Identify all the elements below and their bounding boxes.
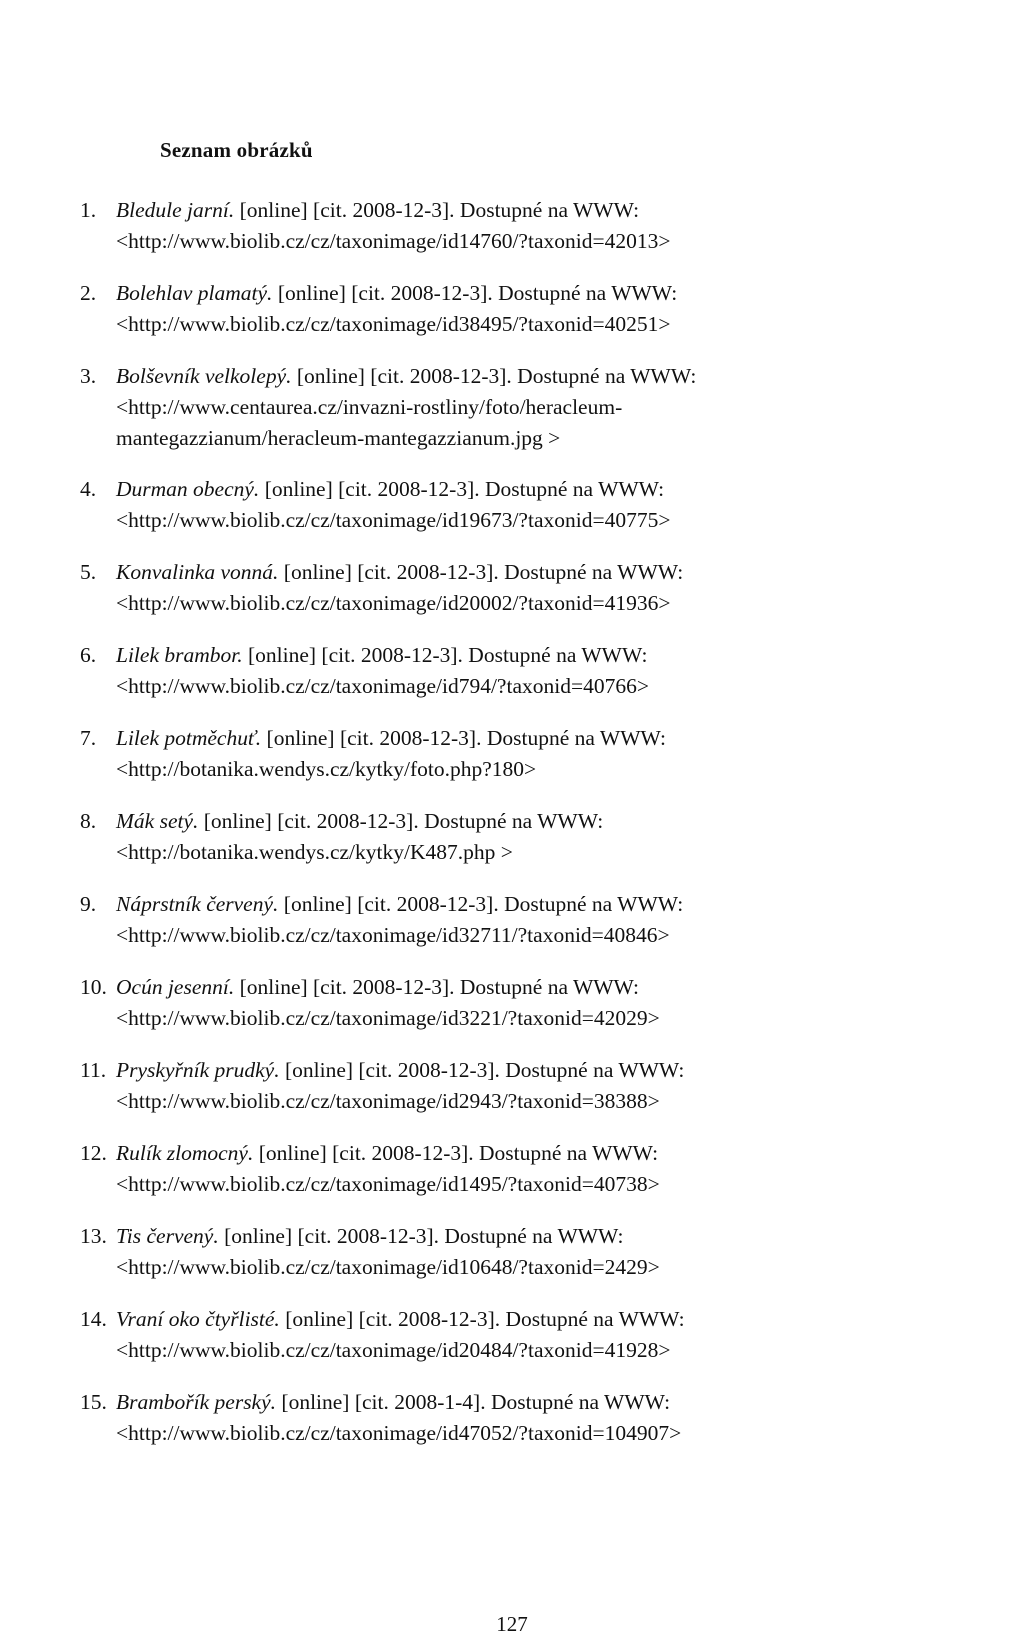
reference-url: <http://www.biolib.cz/cz/taxonimage/id38495/?taxonid=40251> bbox=[116, 312, 671, 336]
reference-number: 11. bbox=[80, 1058, 107, 1082]
reference-url: <http://botanika.wendys.cz/kytky/K487.php > bbox=[116, 840, 513, 864]
reference-url: <http://www.biolib.cz/cz/taxonimage/id10648/?taxonid=2429> bbox=[116, 1255, 660, 1279]
reference-item bbox=[80, 278, 980, 340]
reference-item bbox=[80, 557, 980, 619]
reference-title: Durman obecný. bbox=[116, 477, 260, 501]
reference-number: 9. bbox=[80, 892, 97, 916]
reference-citation: [online] [cit. 2008-12-3]. Dostupné na WWW: bbox=[264, 477, 665, 501]
reference-item bbox=[80, 640, 980, 702]
reference-number: 15. bbox=[80, 1390, 107, 1414]
reference-number: 7. bbox=[80, 726, 97, 750]
reference-number: 10. bbox=[80, 975, 107, 999]
reference-title: Lilek brambor. bbox=[116, 643, 243, 667]
page-heading: Seznam obrázků bbox=[160, 138, 313, 162]
reference-url: <http://www.biolib.cz/cz/taxonimage/id3221/?taxonid=42029> bbox=[116, 1006, 660, 1030]
reference-url: <http://www.biolib.cz/cz/taxonimage/id19673/?taxonid=40775> bbox=[116, 508, 671, 532]
reference-citation: [online] [cit. 2008-12-3]. Dostupné na WWW: bbox=[248, 643, 648, 667]
reference-title: Vraní oko čtyřlisté. bbox=[116, 1307, 280, 1331]
reference-title: Tis červený. bbox=[116, 1224, 219, 1248]
reference-citation: [online] [cit. 2008-12-3]. Dostupné na WWW: bbox=[224, 1224, 624, 1248]
reference-number: 12. bbox=[80, 1141, 107, 1165]
reference-title: Rulík zlomocný. bbox=[116, 1141, 254, 1165]
reference-number: 1. bbox=[80, 198, 97, 222]
reference-citation: [online] [cit. 2008-12-3]. Dostupné na WWW: bbox=[277, 281, 678, 305]
reference-url: <http://www.biolib.cz/cz/taxonimage/id2943/?taxonid=38388> bbox=[116, 1089, 660, 1113]
reference-title: Konvalinka vonná. bbox=[116, 560, 279, 584]
reference-title: Bledule jarní. bbox=[116, 198, 235, 222]
reference-citation: [online] [cit. 2008-12-3]. Dostupné na WWW: bbox=[239, 975, 640, 999]
reference-number: 2. bbox=[80, 281, 97, 305]
reference-item bbox=[80, 1304, 980, 1366]
reference-title: Náprstník červený. bbox=[116, 892, 279, 916]
reference-url: <http://www.biolib.cz/cz/taxonimage/id20002/?taxonid=41936> bbox=[116, 591, 671, 615]
reference-url: <http://botanika.wendys.cz/kytky/foto.php?180> bbox=[116, 757, 537, 781]
reference-url: <http://www.biolib.cz/cz/taxonimage/id1495/?taxonid=40738> bbox=[116, 1172, 660, 1196]
reference-title: Bolševník velkolepý. bbox=[116, 364, 292, 388]
reference-number: 3. bbox=[80, 364, 97, 388]
reference-item bbox=[80, 1387, 980, 1449]
reference-number: 8. bbox=[80, 809, 97, 833]
reference-number: 4. bbox=[80, 477, 97, 501]
reference-number: 13. bbox=[80, 1224, 107, 1248]
reference-url: <http://www.biolib.cz/cz/taxonimage/id14760/?taxonid=42013> bbox=[116, 229, 671, 253]
reference-citation: [online] [cit. 2008-12-3]. Dostupné na WWW: bbox=[285, 1307, 685, 1331]
page-number: 127 bbox=[496, 1612, 528, 1636]
reference-item bbox=[80, 806, 980, 868]
reference-number: 14. bbox=[80, 1307, 107, 1331]
reference-url: <http://www.biolib.cz/cz/taxonimage/id20484/?taxonid=41928> bbox=[116, 1338, 671, 1362]
reference-url: <http://www.biolib.cz/cz/taxonimage/id32711/?taxonid=40846> bbox=[116, 923, 670, 947]
reference-citation: [online] [cit. 2008-1-4]. Dostupné na WWW: bbox=[281, 1390, 671, 1414]
reference-number: 6. bbox=[80, 643, 97, 667]
reference-item bbox=[80, 1055, 980, 1117]
reference-title: Ocún jesenní. bbox=[116, 975, 235, 999]
reference-citation: [online] [cit. 2008-12-3]. Dostupné na WWW: bbox=[239, 198, 640, 222]
reference-title: Mák setý. bbox=[116, 809, 199, 833]
reference-citation: [online] [cit. 2008-12-3]. Dostupné na WWW: bbox=[283, 560, 684, 584]
reference-citation: [online] [cit. 2008-12-3]. Dostupné na WWW: bbox=[203, 809, 604, 833]
reference-title: Lilek potměchuť. bbox=[116, 726, 262, 750]
reference-number: 5. bbox=[80, 560, 97, 584]
reference-citation: [online] [cit. 2008-12-3]. Dostupné na WWW: bbox=[296, 364, 697, 388]
reference-item bbox=[80, 889, 980, 951]
reference-title: Bolehlav plamatý. bbox=[116, 281, 273, 305]
reference-item bbox=[80, 361, 980, 454]
reference-item bbox=[80, 195, 980, 257]
reference-item bbox=[80, 474, 980, 536]
reference-item bbox=[80, 723, 980, 785]
reference-item bbox=[80, 972, 980, 1034]
reference-item bbox=[80, 1138, 980, 1200]
reference-url: <http://www.centaurea.cz/invazni-rostliny/foto/heracleum- bbox=[116, 395, 623, 419]
reference-citation: [online] [cit. 2008-12-3]. Dostupné na WWW: bbox=[284, 1058, 685, 1082]
reference-url: <http://www.biolib.cz/cz/taxonimage/id47052/?taxonid=104907> bbox=[116, 1421, 682, 1445]
reference-citation: [online] [cit. 2008-12-3]. Dostupné na WWW: bbox=[266, 726, 666, 750]
reference-title: Pryskyřník prudký. bbox=[116, 1058, 280, 1082]
reference-item bbox=[80, 1221, 980, 1283]
reference-url-continued: mantegazzianum/heracleum-mantegazzianum.jpg > bbox=[116, 426, 561, 450]
reference-citation: [online] [cit. 2008-12-3]. Dostupné na WWW: bbox=[258, 1141, 659, 1165]
reference-title: Brambořík perský. bbox=[116, 1390, 277, 1414]
reference-citation: [online] [cit. 2008-12-3]. Dostupné na WWW: bbox=[283, 892, 684, 916]
reference-url: <http://www.biolib.cz/cz/taxonimage/id794/?taxonid=40766> bbox=[116, 674, 649, 698]
